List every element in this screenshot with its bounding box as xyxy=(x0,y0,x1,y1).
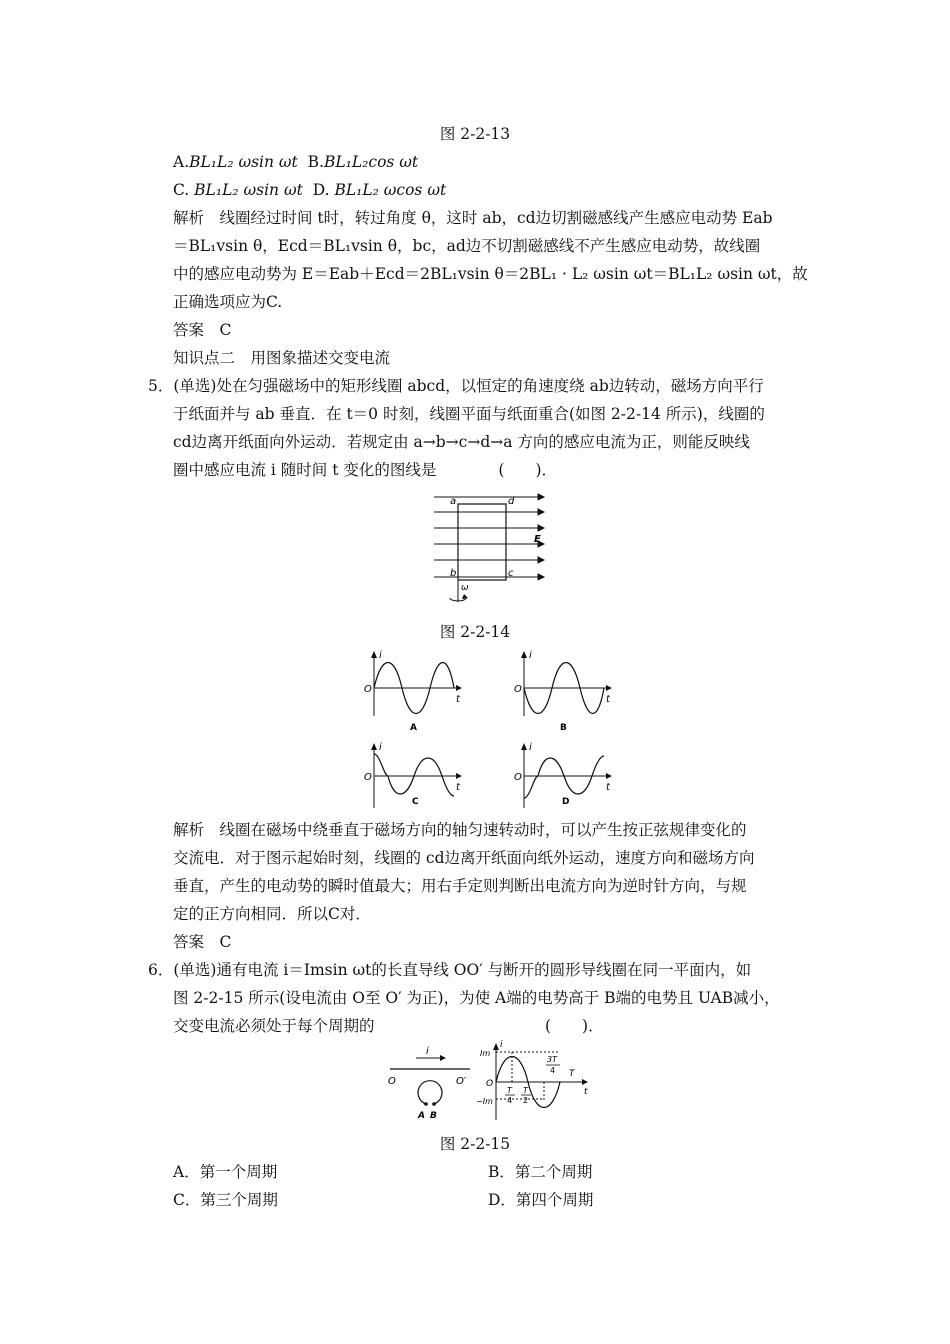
q5-stem-line-3: cd边离开纸面向外运动．若规定由 a→b→c→d→a 方向的感应电流为正，则能反映线 xyxy=(173,433,750,451)
option-c-prefix: C. xyxy=(173,181,190,199)
terminal-a: A xyxy=(418,1111,425,1121)
wire-current-label: i xyxy=(426,1046,429,1057)
label-neg-im: −Im xyxy=(476,1097,493,1106)
label-im: Im xyxy=(480,1049,491,1058)
tick-t2-den: 2 xyxy=(523,1096,529,1105)
figure-wire-and-current xyxy=(384,1040,596,1124)
option-c-text: BL₁L₂ ωsin ωt xyxy=(194,181,303,199)
q6-stem-line-1: 6．(单选)通有电流 i＝Imsin ωt的长直导线 OO′ 与断开的圆形导线圈在同一平面内，如 xyxy=(148,961,752,979)
graph-c-origin: O xyxy=(364,772,372,783)
q5-stem-line-4: 圈中感应电流 i 随时间 t 变化的图线是 ( )． xyxy=(173,461,557,479)
label-field-e: E xyxy=(534,534,541,545)
q6-stem-line-2: 图 2-2-15 所示(设电流由 O至 O′ 为正)，为使 A端的电势高于 B端的电势且 UAB减小， xyxy=(173,989,780,1007)
q4-analysis-line-4: 正确选项应为C. xyxy=(173,293,283,311)
section-title: 知识点二 用图象描述交变电流 xyxy=(173,349,391,367)
q5-analysis-line-2: 交流电．对于图示起始时刻，线圈的 cd边离开纸面向纸外运动，速度方向和磁场方向 xyxy=(173,849,755,867)
q6-option-d: D．第四个周期 xyxy=(488,1191,594,1209)
q5-analysis-line-4: 定的正方向相同．所以C对． xyxy=(173,905,371,923)
label-c: c xyxy=(508,568,514,579)
graph-y-label: i xyxy=(500,1040,503,1050)
graph-d-letter: D xyxy=(562,797,570,807)
q6-stem-line-3: 交变电流必须处于每个周期的 ( )． xyxy=(173,1017,604,1035)
q6-option-b: B．第二个周期 xyxy=(488,1163,593,1181)
option-d-prefix: D. xyxy=(312,181,330,199)
figure-coil-in-field xyxy=(428,488,550,614)
graph-d xyxy=(514,742,612,808)
q4-options-row-2 xyxy=(173,180,446,200)
graph-c xyxy=(364,742,462,808)
label-omega: ω xyxy=(461,583,469,593)
q4-analysis-line-3: 中的感应电动势为 E＝Eab＋Ecd＝2BL₁vsin θ＝2BL₁ · L₂ ωsin ωt＝BL₁L₂ ωsin ωt，故 xyxy=(173,265,808,283)
answer-graphs xyxy=(362,646,624,814)
tick-t2-num: T xyxy=(523,1086,528,1095)
figure-caption-2-2-14: 图 2-2-14 xyxy=(439,623,511,641)
graph-c-x-label: t xyxy=(456,782,460,793)
wire-end-o-prime: O′ xyxy=(456,1076,467,1087)
graph-b-origin: O xyxy=(514,684,522,695)
q4-analysis-line-2: ＝BL₁vsin θ，Ecd＝BL₁vsin θ，bc，ad边不切割磁感线不产生感应电动势，故线圈 xyxy=(173,237,761,255)
graph-b xyxy=(514,650,612,733)
graph-b-letter: B xyxy=(560,723,567,733)
q6-option-c: C．第三个周期 xyxy=(173,1191,278,1209)
label-d: d xyxy=(508,496,515,507)
tick-3t4-den: 4 xyxy=(550,1066,556,1075)
graph-origin: O xyxy=(486,1079,494,1089)
graph-d-origin: O xyxy=(514,772,522,783)
graph-a-origin: O xyxy=(364,684,372,695)
graph-x-label: t xyxy=(584,1087,588,1097)
q6-option-a: A．第一个周期 xyxy=(173,1163,278,1181)
q4-analysis-line-1: 解析 线圈经过时间 t时，转过角度 θ，这时 ab，cd边切割磁感线产生感应电动势 Eab xyxy=(173,209,773,227)
option-a-text: BL₁L₂ ωsin ωt xyxy=(189,153,298,171)
graph-b-x-label: t xyxy=(606,694,610,705)
terminal-b: B xyxy=(430,1111,437,1121)
graph-b-y-label: i xyxy=(529,650,532,661)
option-b-text: BL₁L₂cos ωt xyxy=(323,153,419,171)
option-a-prefix: A. xyxy=(173,153,190,171)
graph-a xyxy=(364,650,462,733)
figure-caption-2-2-15: 图 2-2-15 xyxy=(439,1135,511,1153)
graph-d-y-label: i xyxy=(529,742,532,753)
tick-3t4-num: 3T xyxy=(547,1055,557,1064)
graph-c-y-label: i xyxy=(379,742,382,753)
label-a: a xyxy=(450,496,457,507)
graph-a-x-label: t xyxy=(456,694,460,705)
tick-t4-den: 4 xyxy=(507,1096,513,1105)
q5-answer: 答案 C xyxy=(173,933,232,951)
graph-a-letter: A xyxy=(410,723,417,733)
graph-d-x-label: t xyxy=(606,782,610,793)
graph-c-letter: C xyxy=(412,797,419,807)
q5-stem-line-2: 于纸面并与 ab 垂直．在 t＝0 时刻，线圈平面与纸面重合(如图 2-2-14 所示)，线圈的 xyxy=(173,405,765,423)
q5-analysis-line-3: 垂直，产生的电动势的瞬时值最大；用右手定则判断出电流方向为逆时针方向，与规 xyxy=(173,877,747,895)
graph-a-y-label: i xyxy=(379,650,382,661)
wire-end-o: O xyxy=(388,1076,396,1087)
q5-analysis-line-1: 解析 线圈在磁场中绕垂直于磁场方向的轴匀速转动时，可以产生按正弦规律变化的 xyxy=(173,821,747,839)
q5-stem-line-1: 5．(单选)处在匀强磁场中的矩形线圈 abcd，以恒定的角速度绕 ab边转动，磁场方向平行 xyxy=(148,377,764,395)
tick-t4-num: T xyxy=(507,1086,512,1095)
q4-options-row-1 xyxy=(173,152,418,172)
figure-caption-2-2-13: 图 2-2-13 xyxy=(439,125,511,143)
option-d-text: BL₁L₂ ωcos ωt xyxy=(334,181,447,199)
label-b: b xyxy=(450,568,457,579)
option-b-prefix: B. xyxy=(307,153,324,171)
tick-t: T xyxy=(569,1069,575,1079)
q4-answer: 答案 C xyxy=(173,321,232,339)
